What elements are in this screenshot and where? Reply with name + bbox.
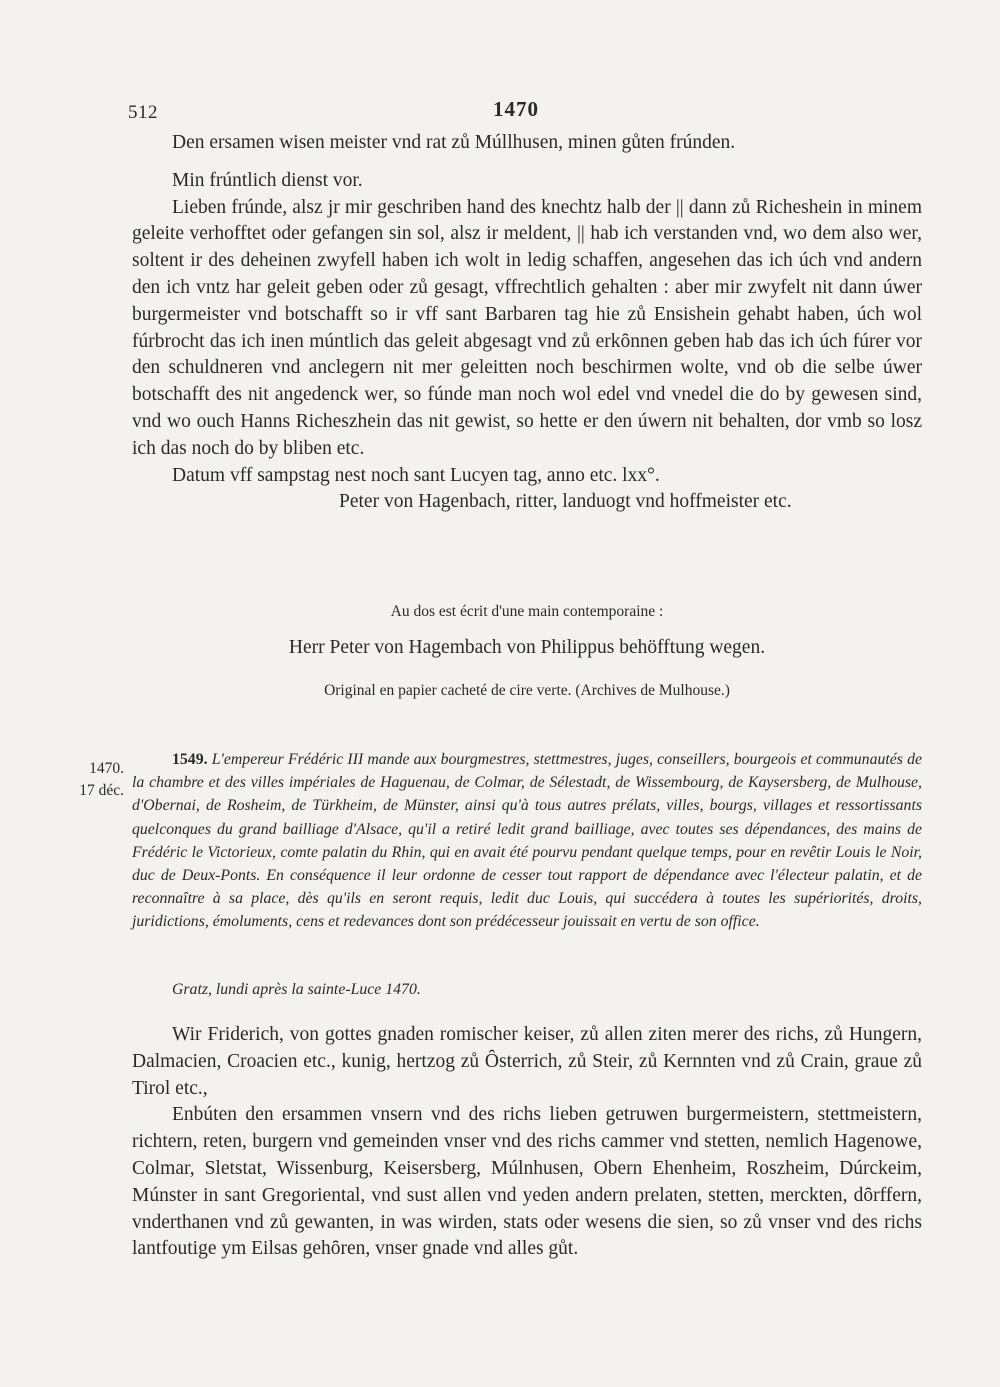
entry-place-date: Gratz, lundi après la sainte-Luce 1470. [172, 981, 421, 998]
margin-date [60, 758, 124, 802]
letter-address: Den ersamen wisen meister vnd rat zů Múllhusen, minen gůten frúnden. [172, 132, 736, 153]
margin-day: 17 déc. [79, 782, 124, 799]
page-number: 512 [128, 102, 158, 123]
letter-text-1 [132, 130, 922, 516]
margin-year: 1470. [89, 760, 124, 777]
running-head-year: 1470 [493, 97, 539, 121]
entry-number: 1549. [172, 751, 208, 768]
letter-greeting: Min frúntlich dienst vor. [172, 169, 363, 191]
letter2-paragraph-1: Wir Friderich, von gottes gnaden romischer keiser, zů allen ziten merer des richs, zů Hungern, Dalmacien, Croacien etc., kunig, hertzog zů Ȏsterrich, zů Steir, zů Kernnten vnd zů Crain, graue zů Tirol etc., [132, 1024, 922, 1099]
dorse-note: Au dos est écrit d'une main contemporaine : [390, 603, 664, 620]
dorse-text: Herr Peter von Hagembach von Philippus behöfftung wegen. [288, 637, 766, 658]
letter-dating: Datum vff sampstag nest noch sant Lucyen tag, anno etc. lxx°. [172, 464, 660, 486]
letter-signature: Peter von Hagenbach, ritter, landuogt vnd hoffmeister etc. [339, 491, 792, 513]
letter2-paragraph-2: Enbúten den ersammen vnsern vnd des richs lieben getruwen burgermeistern, stettmeistern, richtern, reten, burgern vnd gemeinden vnser vnd des richs cammer vnd stetten, nemlich Hagenowe, Colmar, Sletstat, Wissenburg, Keisersberg, Múlnhusen, Obern Ehenheim, Roszheim, Dúrckeim, Múnster in sant Gregoriental, vnd sust allen vnd yeden andern prelaten, stetten, merckten, dȏrffern, vnderthanen vnd zů gewanten, in was wirden, stats oder wesens die sien, so zů vnser vnd des richs lantfoutige ym Eilsas gehȏren, vnser gnade vnd alles gůt. [132, 1104, 922, 1260]
entry-summary-text: L'empereur Frédéric III mande aux bourgmestres, stettmestres, juges, conseillers, bourgeois et communautés de la chambre et des villes impériales de Haguenau, de Colmar, de Sélestadt, de Wissembourg, de Kaysersberg, de Mulhouse, d'Obernai, de Rosheim, de Türkheim, de Münster, ainsi qu'à tous autres prélats, villes, bourgs, villages et ressortissants quelconques du grand bailliage d'Alsace, qu'il a retiré ledit grand bailliage, avec toutes ses dépendances, des mains de Frédéric le Victorieux, comte palatin du Rhin, qui en avait été pourvu pendant quelque temps, pour en revêtir Louis le Noir, duc de Deux-Ponts. En conséquence il leur ordonne de cesser tout rapport de dépendance avec l'électeur palatin, et de reconnaître à sa place, dès qu'ils en seront requis, ledit duc Louis, qui succédera à toutes les supériorités, droits, juridictions, émoluments, cens et redevances dont son prédécesseur jouissait en vertu de son office. [132, 751, 922, 931]
letter-text-2 [132, 1022, 922, 1263]
entry-summary [132, 748, 922, 934]
letter-paragraph: Lieben frúnde, alsz jr mir geschriben hand des knechtz halb der || dann zů Richeshein in minem geleite verhofftet oder gefangen sin sol, alsz ir meldent, || hab ich verstanden vnd, wo dem also wer, soltent ir des deheinen zwyfell haben ich wolt in ledig schaffen, angesehen das ich úch vnd andern den ich vntz har geleit geben oder zů gesagt, vffrechtlich gehalten : aber mir zwyfelt nit dann úwer burgermeister vnd botschafft so ir vff sant Barbaren tag hie zů Ensishein gehabt haben, úch wol fúrbrocht das ich inen múntlich das geleit abgesagt vnd zů erkȏnnen geben hab das ich úch fúrer vor den schuldneren vnd anclegern nit mer geleitten noch beschirmen wolte, vnd ob die selbe úwer botschafft des nit angedenck wer, so fúnde man noch wol edel vnd vnedel die do by gewesen sind, vnd wo ouch Hanns Richeszhein das nit gewist, so hette er den úwern nit behalten, dor vmb so losz ich das noch do by bliben etc. [132, 196, 922, 459]
source-note: Original en papier cacheté de cire verte. (Archives de Mulhouse.) [324, 682, 730, 699]
